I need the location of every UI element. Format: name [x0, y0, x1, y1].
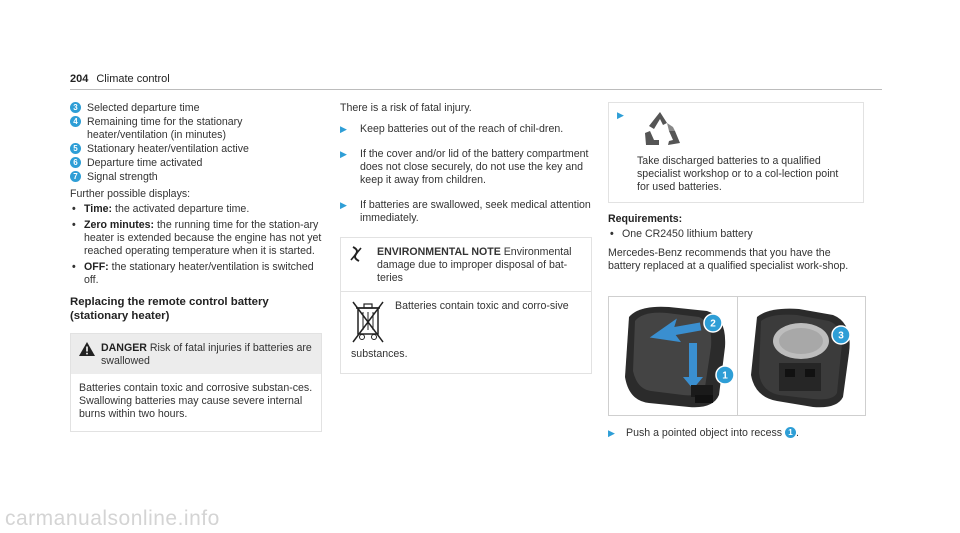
- legend-item: [70, 143, 322, 156]
- callout-badge: 5: [70, 143, 81, 154]
- callout-label: 1: [722, 370, 728, 382]
- environment-header: [341, 238, 591, 292]
- legend-item: [70, 116, 322, 142]
- step-text: If the cover and/or lid of the battery compartment does not close securely, do not use the key and keep it away from children.: [360, 148, 589, 186]
- callout-badge: 6: [70, 157, 81, 168]
- environment-text: Batteries contain toxic and corro-sive substances.: [351, 300, 569, 360]
- further-displays-intro: Further possible displays:: [70, 188, 191, 200]
- display-text: the stationary heater/ventilation is switched off.: [84, 261, 314, 286]
- warning-triangle-icon: [79, 342, 101, 368]
- legend-text: Signal strength: [87, 171, 158, 183]
- environment-title: ENVIRONMENTAL NOTE: [377, 246, 501, 258]
- recycle-icon: [637, 109, 683, 157]
- watermark: carmanualsonline.info: [5, 507, 220, 530]
- danger-subtitle: Risk of fatal injuries if batteries are swallowed: [101, 342, 312, 367]
- illustration-callout-3: [832, 326, 850, 344]
- displays-list: [70, 203, 322, 287]
- environment-subtitle: Environmental damage due to improper disposal of bat-teries: [377, 246, 572, 284]
- page-header: [70, 73, 170, 86]
- step-item: [340, 123, 592, 136]
- callout-label: 3: [838, 330, 844, 342]
- section-title: Climate control: [96, 73, 170, 85]
- recycle-text: Take discharged batteries to a qualified specialist workshop or to a col-lection point for used batteries.: [637, 155, 839, 193]
- legend-text: Remaining time for the stationary heater/ventilation (in minutes): [87, 116, 243, 141]
- environment-box: [340, 237, 592, 374]
- display-term: OFF:: [84, 261, 109, 273]
- step-item: [340, 148, 592, 187]
- danger-box: [70, 333, 322, 432]
- display-term: Zero minutes:: [84, 219, 155, 231]
- crossed-bin-icon: [351, 300, 385, 348]
- bullet-arrow-icon: ▶: [340, 124, 347, 134]
- legend-text: Departure time activated: [87, 157, 203, 169]
- display-term: Time:: [84, 203, 113, 215]
- step-text: If batteries are swallowed, seek medical attention immediately.: [360, 199, 591, 224]
- illustration-callout-1: [716, 366, 734, 384]
- legend-list: [70, 102, 322, 184]
- bullet-arrow-icon: ▶: [340, 149, 347, 159]
- column-3: [608, 102, 864, 275]
- display-item: • Zero minutes: the running time for the station-ary heater is extended because the engine has not yet reached operating temperature when it is started.: [72, 219, 322, 257]
- step-text: Keep batteries out of the reach of chil-dren.: [360, 123, 564, 135]
- legend-item: [70, 171, 322, 184]
- recommend-text: Mercedes-Benz recommends that you have the battery replaced at a qualified specialist work-shop.: [608, 247, 849, 272]
- column-1: [70, 102, 322, 432]
- bullet-arrow-icon: ▶: [617, 110, 624, 120]
- display-text: the activated departure time.: [112, 203, 250, 215]
- illustration-divider: [737, 297, 738, 415]
- danger-header: [71, 334, 321, 374]
- section-heading: Replacing the remote control battery (stationary heater): [70, 296, 269, 322]
- legend-item: [70, 102, 322, 115]
- legend-text: Stationary heater/ventilation active: [87, 143, 249, 155]
- requirements-title: Requirements:: [608, 213, 683, 225]
- battery-illustration: [608, 296, 866, 416]
- header-rule: [70, 89, 882, 90]
- environment-icon: [349, 246, 377, 285]
- step-item: [340, 199, 592, 225]
- display-item: • Time: the activated departure time.: [72, 203, 250, 215]
- key-open-illustration: [751, 309, 850, 408]
- push-step-text: Push a pointed object into recess: [626, 427, 783, 439]
- callout-label: 2: [710, 318, 716, 330]
- steps-list: [340, 123, 592, 225]
- requirement-text: One CR2450 lithium battery: [622, 228, 753, 240]
- environment-body: [341, 292, 591, 373]
- risk-text: There is a risk of fatal injury.: [340, 102, 472, 114]
- column-2: [340, 102, 592, 374]
- legend-item: [70, 157, 322, 170]
- callout-badge: 7: [70, 171, 81, 182]
- bullet-arrow-icon: ▶: [340, 200, 347, 210]
- illustration-callout-2: [704, 314, 722, 332]
- callout-badge: 3: [70, 102, 81, 113]
- requirement-item: • One CR2450 lithium battery: [610, 228, 753, 240]
- recycle-box: [608, 102, 864, 203]
- legend-text: Selected departure time: [87, 102, 200, 114]
- callout-badge: 4: [70, 116, 81, 127]
- callout-badge: 1: [785, 427, 796, 438]
- danger-title: DANGER: [101, 342, 147, 354]
- page-number: 204: [70, 73, 89, 85]
- push-step: [608, 427, 799, 440]
- display-text: the running time for the station-ary heater is extended because the engine has not yet reached operating temperature when it is started.: [84, 219, 322, 257]
- push-step-end: .: [796, 427, 799, 439]
- bullet-arrow-icon: ▶: [608, 428, 615, 438]
- danger-body: Batteries contain toxic and corrosive substan-ces. Swallowing batteries may cause severe internal burns within two hours.: [79, 382, 313, 420]
- display-item: • OFF: the stationary heater/ventilation is switched off.: [72, 261, 314, 286]
